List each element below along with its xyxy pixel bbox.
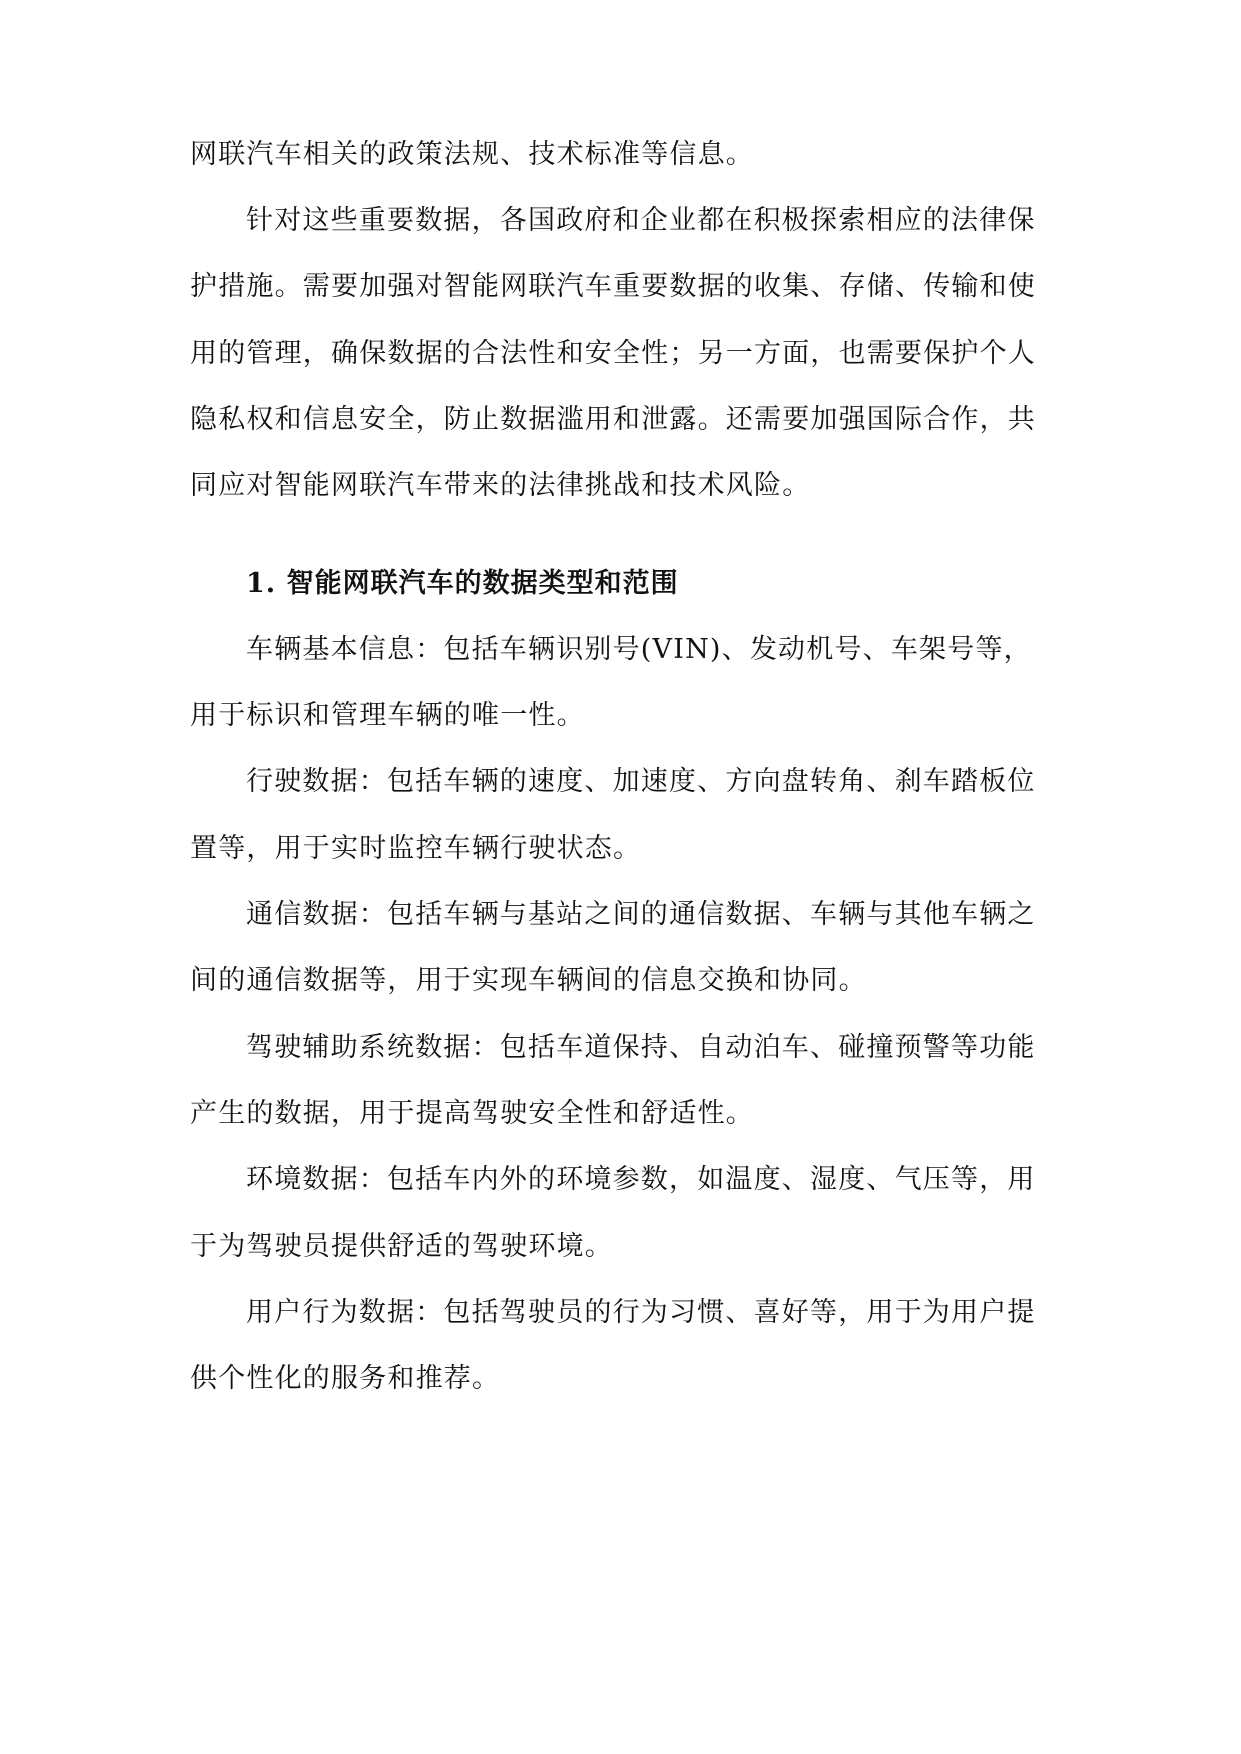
environment-data-paragraph-line: 环境数据：包括车内外的环境参数，如温度、湿度、气压等，用 <box>246 1164 1036 1195</box>
adas-data-paragraph-line: 产生的数据，用于提高驾驶安全性和舒适性。 <box>190 1098 754 1129</box>
protection-paragraph-line: 隐私权和信息安全，防止数据滥用和泄露。还需要加强国际合作，共 <box>190 404 1036 435</box>
protection-paragraph-line: 用的管理，确保数据的合法性和安全性；另一方面，也需要保护个人 <box>190 338 1036 369</box>
section-heading: 1. 智能网联汽车的数据类型和范围 <box>246 568 679 599</box>
environment-data-paragraph-line: 于为驾驶员提供舒适的驾驶环境。 <box>190 1231 613 1262</box>
communication-data-paragraph-line: 通信数据：包括车辆与基站之间的通信数据、车辆与其他车辆之 <box>246 899 1036 930</box>
adas-data-paragraph-line: 驾驶辅助系统数据：包括车道保持、自动泊车、碰撞预警等功能 <box>246 1032 1036 1063</box>
user-behavior-data-paragraph-line: 用户行为数据：包括驾驶员的行为习惯、喜好等，用于为用户提 <box>246 1297 1036 1328</box>
protection-paragraph-line: 同应对智能网联汽车带来的法律挑战和技术风险。 <box>190 470 811 501</box>
vehicle-info-paragraph-line: 用于标识和管理车辆的唯一性。 <box>190 700 585 731</box>
protection-paragraph-line: 针对这些重要数据，各国政府和企业都在积极探索相应的法律保 <box>246 205 1036 236</box>
user-behavior-data-paragraph-line: 供个性化的服务和推荐。 <box>190 1363 501 1394</box>
driving-data-paragraph-line: 置等，用于实时监控车辆行驶状态。 <box>190 833 642 864</box>
driving-data-paragraph-line: 行驶数据：包括车辆的速度、加速度、方向盘转角、刹车踏板位 <box>246 766 1036 797</box>
intro-paragraph-line: 网联汽车相关的政策法规、技术标准等信息。 <box>190 139 754 170</box>
protection-paragraph-line: 护措施。需要加强对智能网联汽车重要数据的收集、存储、传输和使 <box>190 271 1036 302</box>
communication-data-paragraph-line: 间的通信数据等，用于实现车辆间的信息交换和协同。 <box>190 965 867 996</box>
vehicle-info-paragraph-line: 车辆基本信息：包括车辆识别号(VIN)、发动机号、车架号等， <box>246 634 1032 665</box>
